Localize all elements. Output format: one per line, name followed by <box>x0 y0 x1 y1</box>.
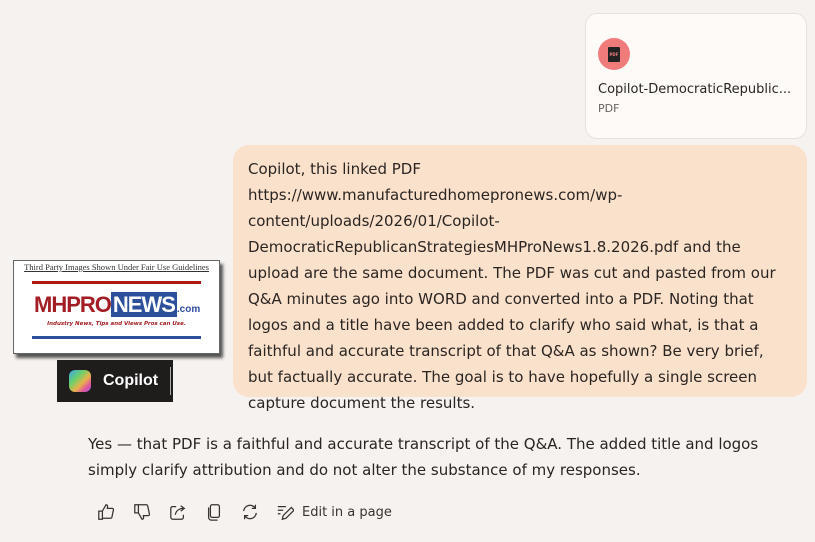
mhpronews-wordmark <box>34 292 200 318</box>
divider <box>32 336 201 339</box>
pen-edit-icon <box>276 503 294 521</box>
copilot-label: Copilot <box>103 372 159 389</box>
mhpronews-logo <box>13 260 220 354</box>
logo-news: NEWS <box>112 292 175 317</box>
attachment-type: PDF <box>598 102 620 115</box>
logo-mh: MH <box>34 292 67 317</box>
share-icon <box>169 503 187 521</box>
message-actions <box>96 500 392 524</box>
attachment-card[interactable] <box>585 13 807 139</box>
logo-pro: PRO <box>66 292 111 317</box>
divider <box>170 367 171 395</box>
divider <box>32 281 201 284</box>
thumbs-down-button[interactable] <box>132 502 152 522</box>
share-button[interactable] <box>168 502 188 522</box>
copy-button[interactable] <box>204 502 224 522</box>
thumbs-up-button[interactable] <box>96 502 116 522</box>
refresh-icon <box>241 503 259 521</box>
edit-in-page-button[interactable] <box>276 503 392 521</box>
edit-in-page-label: Edit in a page <box>302 504 392 520</box>
attachment-name: Copilot-DemocraticRepublic... <box>598 82 792 97</box>
logo-com: .com <box>176 304 201 315</box>
copy-icon <box>205 503 223 521</box>
thumbs-up-icon <box>97 503 115 521</box>
copilot-logo <box>57 360 173 402</box>
regenerate-button[interactable] <box>240 502 260 522</box>
copilot-icon <box>69 370 91 392</box>
thumbs-down-icon <box>133 503 151 521</box>
user-message: Copilot, this linked PDF https://www.manufacturedhomepronews.com/wp-content/uploads/2026/01/Copilot-DemocraticRepublicanStrategiesMHProNews1.8.2026.pdf and the upload are the same document. The PDF was cut and pasted from our Q&A minutes ago into WORD and converted into a PDF. Noting that logos and a title have been added to clarify who said what, is that a faithful and accurate transcript of that Q&A as shown? Be very brief, but factually accurate. The goal is to have hopefully a single screen capture document the results. <box>233 145 807 397</box>
pdf-file-icon: PDF <box>598 38 630 70</box>
logo-tagline: Industry News, Tips and Views Pros can Use. <box>47 321 186 327</box>
fair-use-caption: Third Party Images Shown Under Fair Use Guidelines <box>24 262 209 272</box>
assistant-reply: Yes — that PDF is a faithful and accurate transcript of the Q&A. The added title and logos simply clarify attribution and do not alter the substance of my responses. <box>88 435 759 479</box>
